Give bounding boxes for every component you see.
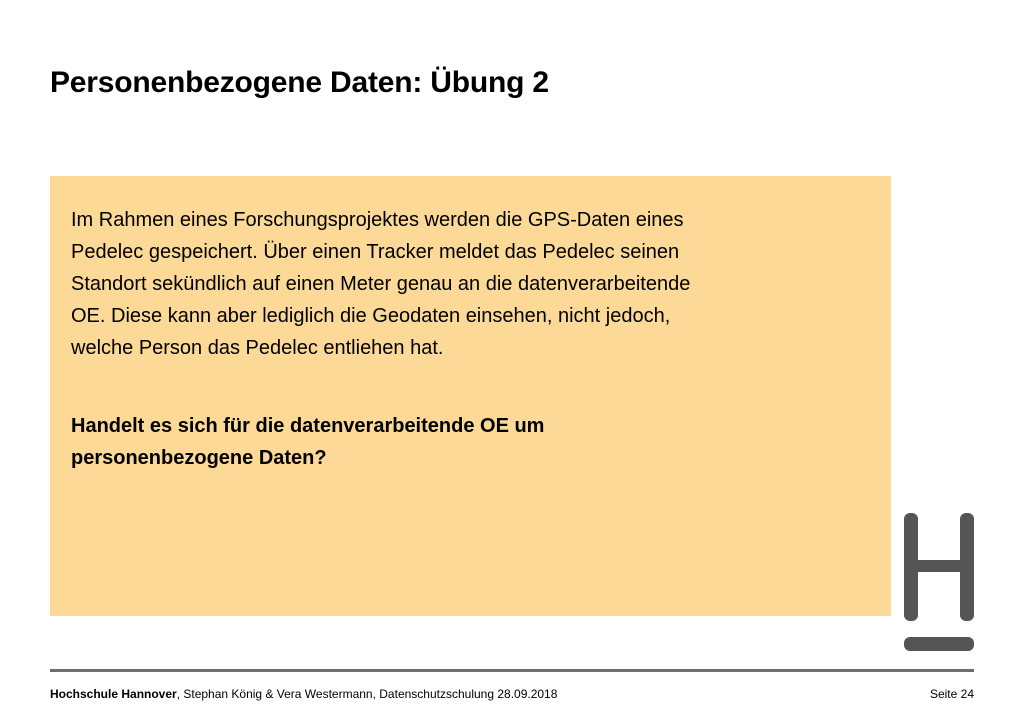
footer-divider — [50, 669, 974, 672]
logo-underline — [904, 637, 974, 651]
hochschule-hannover-logo-icon — [902, 513, 976, 653]
logo-crossbar — [904, 560, 974, 572]
description-line: Im Rahmen eines Forschungsprojektes werden die GPS-Daten eines — [71, 209, 684, 231]
exercise-box — [50, 176, 891, 616]
description-line: welche Person das Pedelec entliehen hat. — [71, 337, 444, 359]
description-line: OE. Diese kann aber lediglich die Geodaten einsehen, nicht jedoch, — [71, 305, 671, 327]
question-line: Handelt es sich für die datenverarbeitende OE um — [71, 415, 545, 437]
footer-credits — [50, 687, 557, 701]
page-number: Seite 24 — [929, 687, 974, 701]
question-line: personenbezogene Daten? — [71, 447, 327, 469]
description-line: Standort sekündlich auf einen Meter genau an die datenverarbeitende — [71, 273, 691, 295]
exercise-description — [71, 204, 851, 364]
footer-organization: Hochschule Hannover — [50, 687, 177, 701]
description-line: Pedelec gespeichert. Über einen Tracker meldet das Pedelec seinen — [71, 241, 680, 263]
footer-details: , Stephan König & Vera Westermann, Datenschutzschulung 28.09.2018 — [176, 687, 558, 701]
slide-title: Personenbezogene Daten: Übung 2 — [50, 66, 549, 99]
exercise-question — [71, 410, 871, 474]
